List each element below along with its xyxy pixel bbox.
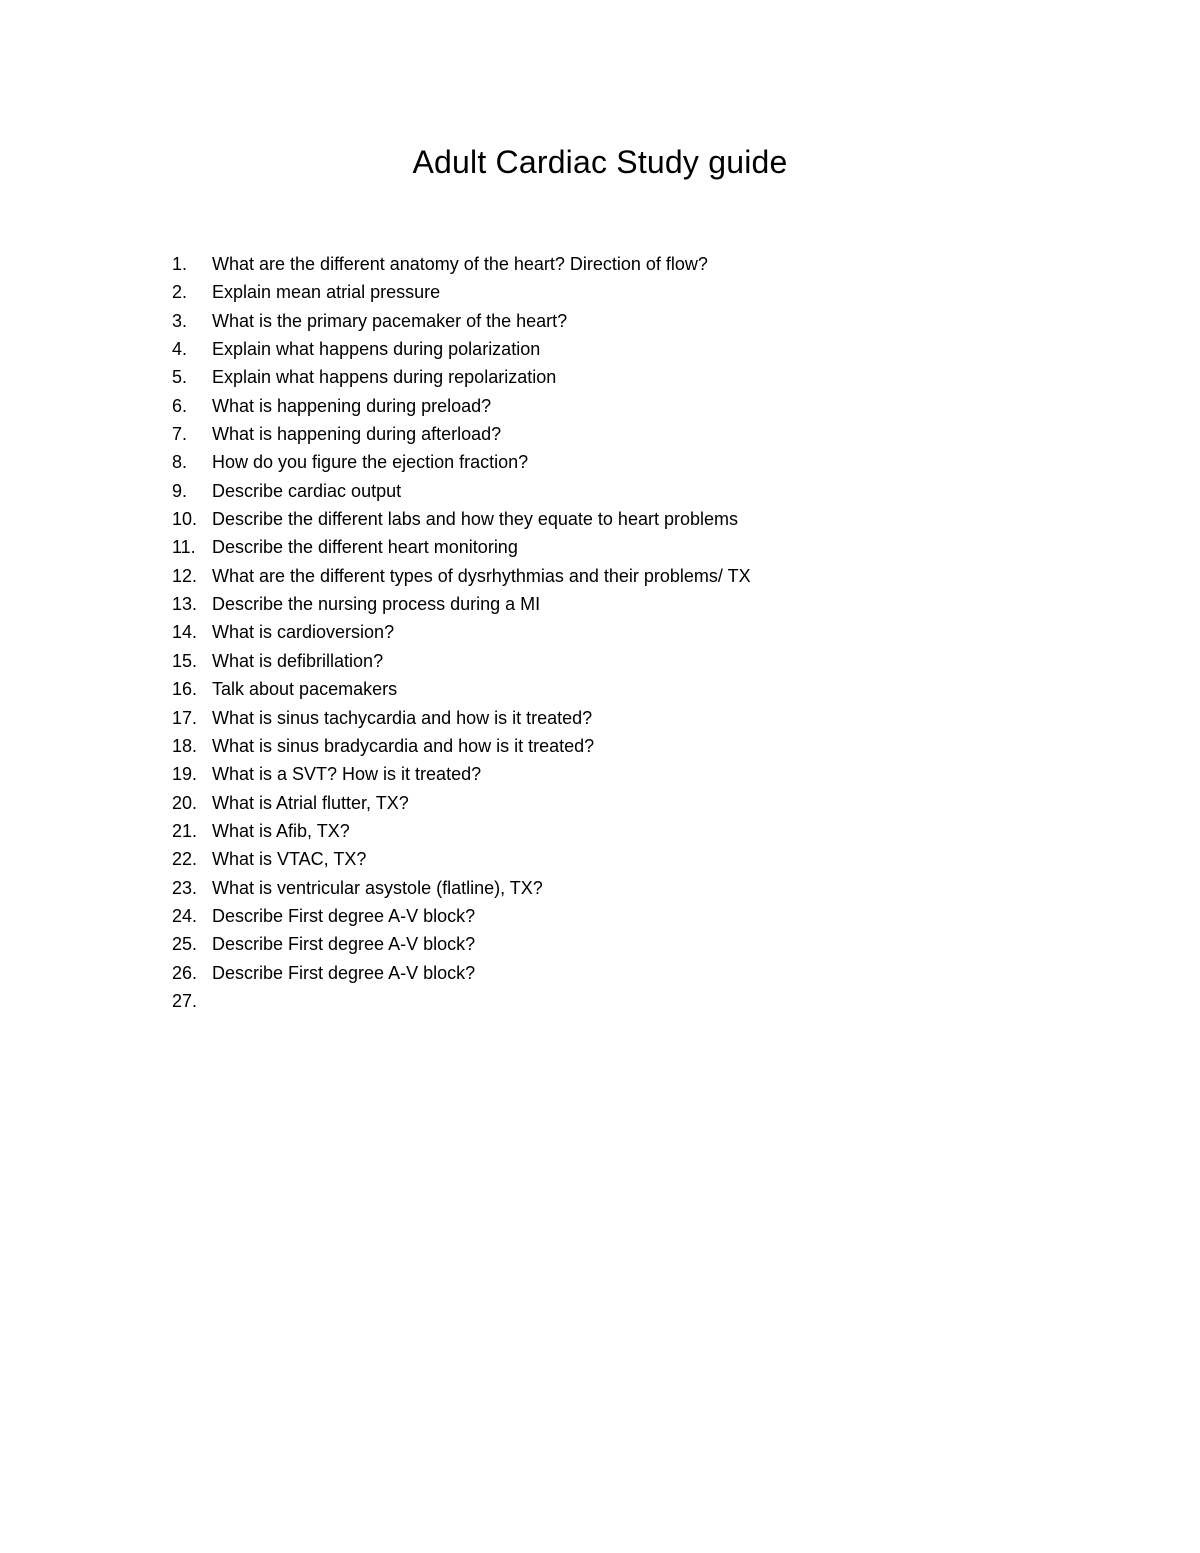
page-title: Adult Cardiac Study guide — [412, 144, 788, 180]
question-number: 7. — [172, 424, 188, 445]
question-number: 27. — [172, 990, 198, 1011]
question-text: What is sinus bradycardia and how is it treated? — [212, 735, 595, 756]
question-number: 4. — [172, 339, 188, 360]
question-number: 20. — [172, 792, 198, 813]
list-item — [172, 420, 751, 448]
question-number: 26. — [172, 962, 198, 983]
question-text: What is VTAC, TX? — [212, 849, 367, 870]
question-text: Describe First degree A-V block? — [212, 905, 476, 926]
question-text: Describe First degree A-V block? — [212, 934, 476, 955]
question-text: What is ventricular asystole (flatline), TX? — [212, 877, 543, 898]
question-number: 11. — [172, 537, 196, 558]
list-item — [172, 505, 751, 533]
question-text: What is cardioversion? — [212, 622, 395, 643]
question-text: What is Afib, TX? — [212, 820, 350, 841]
list-item — [172, 647, 751, 675]
question-number: 12. — [172, 565, 198, 586]
question-number: 18. — [172, 735, 198, 756]
list-item — [172, 959, 751, 987]
question-number: 6. — [172, 395, 188, 416]
question-number: 24. — [172, 905, 198, 926]
question-number: 2. — [172, 282, 188, 303]
list-item — [172, 278, 751, 306]
list-item — [172, 477, 751, 505]
list-item — [172, 590, 751, 618]
question-text: What is defibrillation? — [212, 650, 384, 671]
question-number: 22. — [172, 849, 198, 870]
list-item — [172, 987, 751, 1015]
list-item — [172, 335, 751, 363]
list-item — [172, 874, 751, 902]
question-text: Explain what happens during polarization — [212, 339, 541, 360]
question-number: 21. — [172, 820, 198, 841]
question-number: 1. — [172, 254, 188, 274]
list-item — [172, 675, 751, 703]
list-item — [172, 817, 751, 845]
question-number: 10. — [172, 509, 198, 530]
question-number: 9. — [172, 480, 188, 501]
list-item — [172, 760, 751, 788]
list-item — [172, 250, 751, 278]
question-list — [172, 250, 751, 1015]
question-text: Describe the nursing process during a MI — [212, 594, 541, 615]
question-text: Describe the different heart monitoring — [212, 537, 518, 558]
list-item — [172, 845, 751, 873]
list-item — [172, 392, 751, 420]
question-text: What is happening during preload? — [212, 395, 492, 416]
list-item — [172, 902, 751, 930]
question-text: Explain mean atrial pressure — [212, 282, 441, 303]
question-number: 23. — [172, 877, 198, 898]
list-item — [172, 533, 751, 561]
question-text: Describe the different labs and how they equate to heart problems — [212, 509, 738, 530]
question-number: 17. — [172, 707, 198, 728]
list-item — [172, 618, 751, 646]
question-text: What are the different anatomy of the heart? Direction of flow? — [212, 254, 708, 274]
question-number: 19. — [172, 764, 198, 785]
question-text: How do you figure the ejection fraction? — [212, 452, 529, 473]
question-number: 3. — [172, 310, 188, 331]
question-text: Describe cardiac output — [212, 480, 402, 501]
question-text: What are the different types of dysrhythmias and their problems/ TX — [212, 565, 751, 586]
list-item — [172, 789, 751, 817]
question-text: What is Atrial flutter, TX? — [212, 792, 409, 813]
question-number: 25. — [172, 934, 198, 955]
question-number: 15. — [172, 650, 198, 671]
question-text: What is the primary pacemaker of the heart? — [212, 310, 568, 331]
question-text: Explain what happens during repolarization — [212, 367, 557, 388]
list-item — [172, 732, 751, 760]
list-item — [172, 562, 751, 590]
list-item — [172, 930, 751, 958]
list-item — [172, 448, 751, 476]
question-number: 5. — [172, 367, 188, 388]
list-item — [172, 704, 751, 732]
question-number: 13. — [172, 594, 198, 615]
question-number: 14. — [172, 622, 198, 643]
question-text: What is a SVT? How is it treated? — [212, 764, 482, 785]
question-text: Describe First degree A-V block? — [212, 962, 476, 983]
list-item — [172, 307, 751, 335]
question-text: Talk about pacemakers — [212, 679, 398, 700]
question-text: What is sinus tachycardia and how is it treated? — [212, 707, 593, 728]
question-text: What is happening during afterload? — [212, 424, 502, 445]
question-number: 16. — [172, 679, 198, 700]
list-item — [172, 363, 751, 391]
question-number: 8. — [172, 452, 188, 473]
